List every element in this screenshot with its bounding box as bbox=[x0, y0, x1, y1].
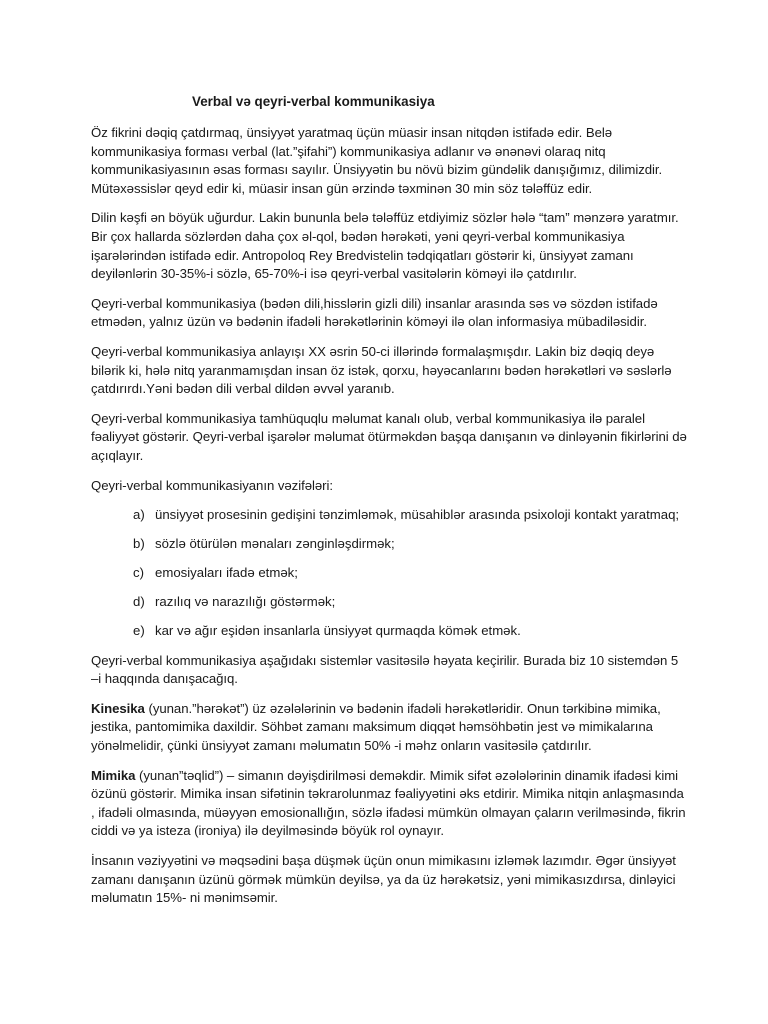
term-mimika: Mimika bbox=[91, 767, 136, 783]
paragraph-mimika bbox=[91, 767, 688, 841]
paragraph-nonverbal-history: Qeyri-verbal kommunikasiya anlayışı XX əsrin 50-ci illərində formalaşmışdır. Lakin biz dəqiq deyə bilərik ki, hələ nitq yaranmamışdan insan öz istək, qorxu, həyəcanlarını bədən hərəkətləri və səslərlə çatdırırdı.Yəni bədən dili verbal dildən əvvəl yaranıb. bbox=[91, 343, 672, 397]
paragraph-verbal-intro: Öz fikrini dəqiq çatdırmaq, ünsiyyət yaratmaq üçün müasir insan nitqdən istifadə edir. Belə kommunikasiya forması verbal (lat.”şifahi”) kommunikasiya adlanır və ənənəvi olaraq nitq kommunikasiyasının əsas forması sayılır. Ünsiyyətin bu növü bizim gündəlik danışığımız, dilimizdir. Mütəxəssislər qeyd edir ki, müasir insan gün ərzində təxminən 30 min söz tələffüz edir. bbox=[91, 125, 663, 196]
list-item-text: emosiyaları ifadə etmək; bbox=[155, 565, 298, 581]
functions-list bbox=[91, 506, 688, 641]
list-marker: a) bbox=[133, 507, 145, 523]
list-item bbox=[133, 564, 688, 583]
document-title: Verbal və qeyri-verbal kommunikasiya bbox=[192, 94, 435, 109]
list-item bbox=[133, 622, 688, 641]
paragraph-nonverbal-channel: Qeyri-verbal kommunikasiya tamhüquqlu məlumat kanalı olub, verbal kommunikasiya ilə paralel fəaliyyət göstərir. Qeyri-verbal işarələr məlumat ötürməkdən başqa danışanın və dinləyənin fikirlərini də açıqlayır. bbox=[91, 410, 687, 463]
paragraph-language-discovery: Dilin kəşfi ən böyük uğurdur. Lakin bununla belə tələffüz etdiyimiz sözlər hələ “tam” mənzərə yaratmır. Bir çox hallarda sözlərdən daha çox əl-qol, bədən hərəkəti, yəni qeyri-verbal kommunikasiya işarələrindən istifadə edir. Antropoloq Rey Bredvistelin tədqiqatları göstərir ki, ünsiyyət zamanı deyilənlərin 30-35%-i sözlə, 65-70%-i isə qeyri-verbal vasitələrin köməyi ilə çatdırılır. bbox=[91, 210, 679, 282]
list-marker: d) bbox=[133, 594, 145, 610]
list-item-text: sözlə ötürülən mənaları zənginləşdirmək; bbox=[155, 536, 395, 552]
paragraph-kinesika bbox=[91, 700, 688, 756]
list-marker: b) bbox=[133, 536, 145, 552]
list-marker: c) bbox=[133, 565, 144, 581]
list-item bbox=[133, 506, 688, 525]
paragraph-nonverbal-definition: Qeyri-verbal kommunikasiya (bədən dili,hisslərin gizli dili) insanlar arasında səs və sözdən istifadə etmədən, yalnız üzün və bədənin ifadəli hərəkətlərinin köməyi ilə olan informasiya mübadiləsidir. bbox=[91, 295, 658, 330]
list-item bbox=[133, 535, 688, 554]
paragraph-mimika-observation: İnsanın vəziyyətini və məqsədini başa düşmək üçün onun mimikasını izləmək lazımdır. Əgər ünsiyyət zamanı danışanın üzünü görmək mümkün deyilsə, ya da üz hərəkətsiz, yəni mimikasızdırsa, dinləyici məlumatın 15%- ni mənimsəmir. bbox=[91, 852, 676, 906]
list-item-text: razılıq və narazılığı göstərmək; bbox=[155, 594, 336, 610]
list-item-text: kar və ağır eşidən insanlarla ünsiyyət qurmaqda kömək etmək. bbox=[155, 623, 521, 639]
paragraph-kinesika-text: (yunan.”hərəkət”) üz əzələlərinin və bədənin ifadəli hərəkətləridir. Onun tərkibinə mimika, jestika, pantomimika daxildir. Söhbət zamanı maksimum diqqət həmsöhbətin jest və mimikalarına yönəlmelidir, çünki ünsiyyət zamanı məlumatın 50% -i məhz onların vasitəsilə çatdırılır. bbox=[91, 700, 661, 753]
list-marker: e) bbox=[133, 623, 145, 639]
term-kinesika: Kinesika bbox=[91, 700, 145, 716]
list-item-text: ünsiyyət prosesinin gedişini tənzimləmək, müsahiblər arasında psixoloji kontakt yaratmaq; bbox=[155, 507, 680, 523]
paragraph-systems: Qeyri-verbal kommunikasiya aşağıdakı sistemlər vasitəsilə həyata keçirilir. Burada biz 10 sistemdən 5 –i haqqında danışacağıq. bbox=[91, 652, 679, 687]
paragraph-mimika-text: (yunan”təqlid”) – simanın dəyişdirilməsi deməkdir. Mimik sifət əzələlərinin dinamik ifadəsi kimi özünü göstərir. Mimika insan sifətinin təkrarolunmaz fəaliyyətini əks etdirir. Mimika nitqin anlaşmasında , ifadəli olmasında, müəyyən emosionallığın, sözlə ifadəsi mümkün olmayan çaların verilməsində, fikrin ciddi və ya isteza (ironiya) ilə deyilməsində böyük rol oynayır. bbox=[91, 767, 686, 839]
list-item bbox=[133, 593, 688, 612]
paragraph-functions-heading: Qeyri-verbal kommunikasiyanın vəzifələri: bbox=[91, 477, 334, 493]
